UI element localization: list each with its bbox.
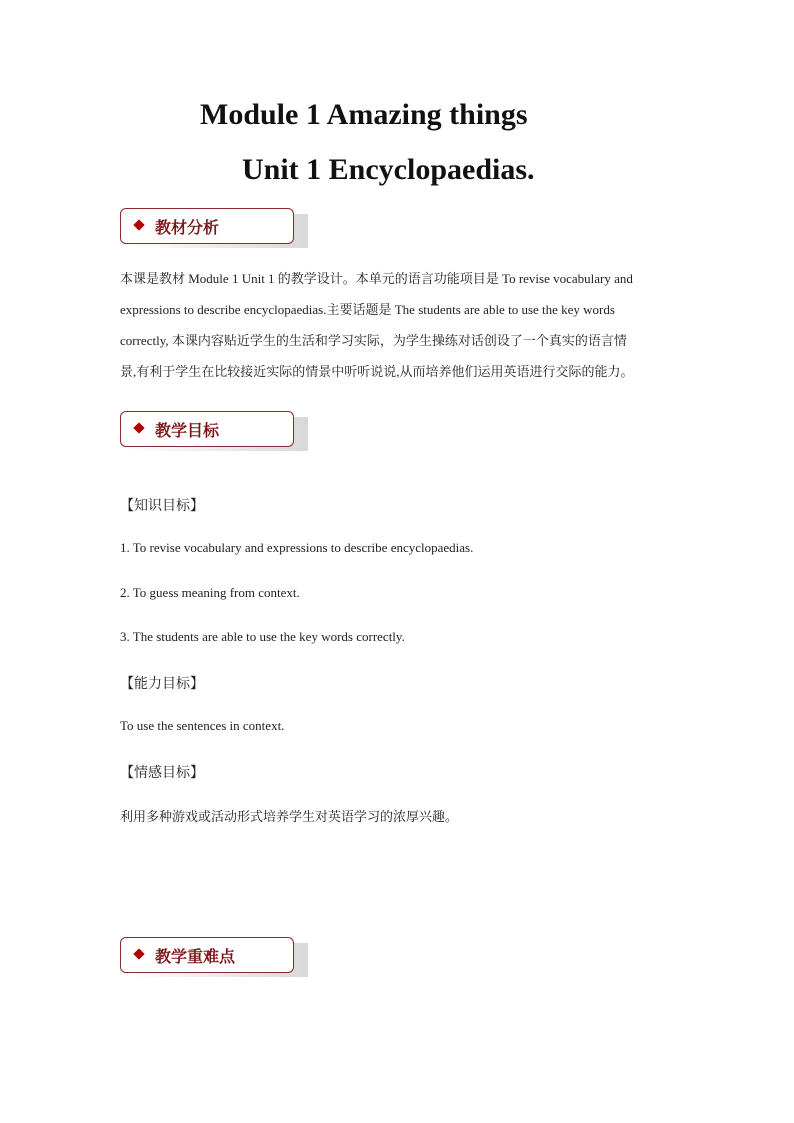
analysis-line-2: expressions to describe encyclopaedias.主要话题是 The students are able to use the key words (120, 302, 615, 317)
section-label: 教学目标 (155, 421, 220, 440)
section-label: 教材分析 (155, 218, 220, 237)
analysis-line-1: 本课是教材 Module 1 Unit 1 的教学设计。本单元的语言功能项目是 To revise vocabulary and (120, 271, 633, 286)
emotion-heading: 【情感目标】 (120, 765, 204, 781)
section-label: 教学重难点 (155, 947, 236, 966)
section-header-key-points (120, 937, 308, 977)
knowledge-item-3: 3. The students are able to use the key words correctly. (120, 629, 405, 644)
emotion-text: 利用多种游戏或活动形式培养学生对英语学习的浓厚兴趣。 (120, 809, 459, 824)
ability-heading: 【能力目标】 (120, 676, 204, 692)
unit-title: Unit 1 Encyclopaedias. (242, 153, 535, 186)
analysis-line-4: 景,有利于学生在比较接近实际的情景中听听说说,从而培养他们运用英语进行交际的能力。 (120, 364, 634, 379)
knowledge-item-2: 2. To guess meaning from context. (120, 585, 300, 600)
knowledge-item-1: 1. To revise vocabulary and expressions to describe encyclopaedias. (120, 540, 474, 555)
module-title: Module 1 Amazing things (200, 98, 528, 131)
analysis-line-3: correctly, 本课内容贴近学生的生活和学习实际，为学生操练对话创设了一个真实的语言情 (120, 333, 627, 348)
section-header-analysis (120, 208, 308, 248)
knowledge-heading: 【知识目标】 (120, 498, 204, 514)
section-header-objectives (120, 411, 308, 451)
ability-text: To use the sentences in context. (120, 718, 285, 733)
